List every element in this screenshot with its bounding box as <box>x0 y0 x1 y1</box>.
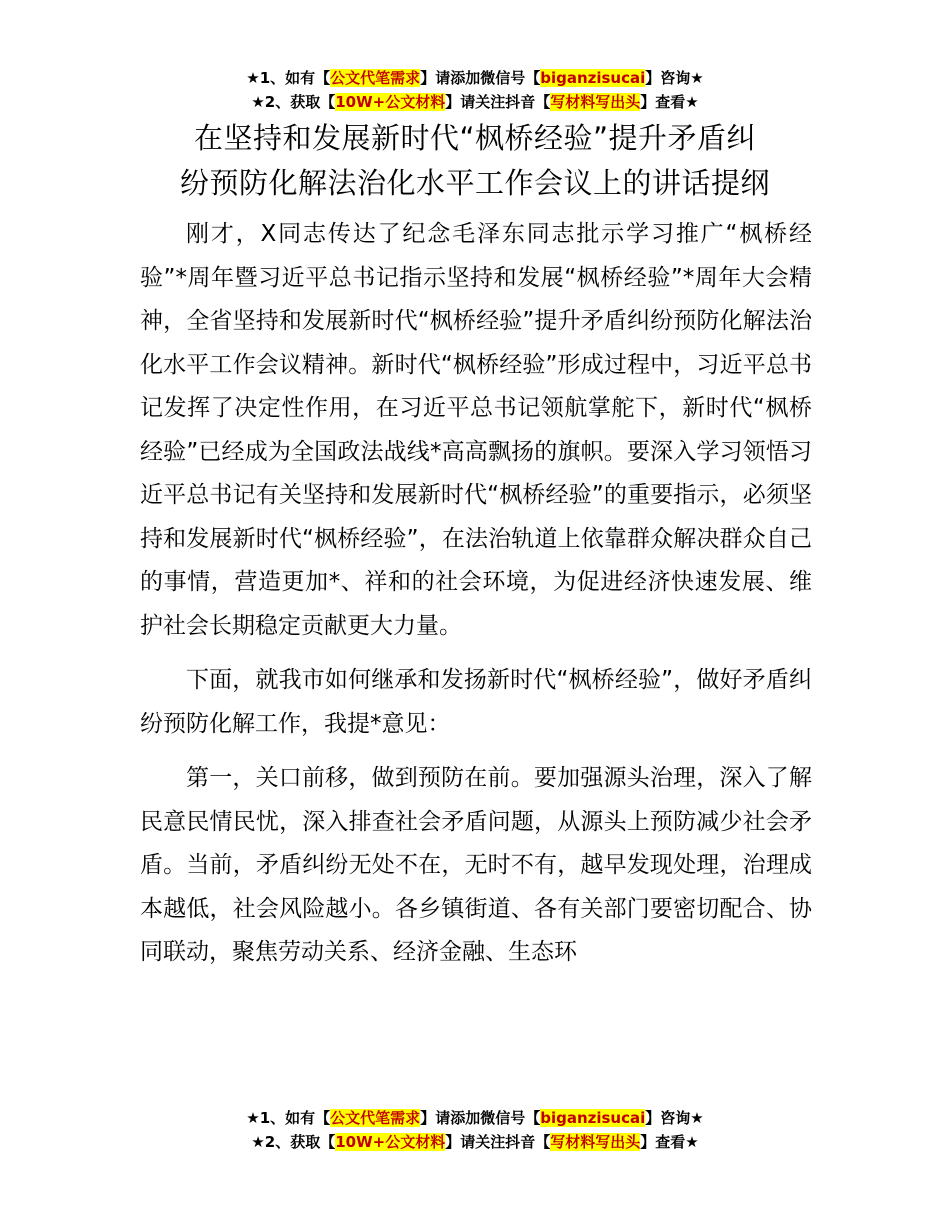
promo-text: 】请添加微信号【 <box>420 69 541 87</box>
promo-line-2 <box>0 90 950 114</box>
title-line-2: 纷预防化解法治化水平工作会议上的讲话提纲 <box>179 166 770 200</box>
promo-text: 】请关注抖音【 <box>445 93 551 111</box>
promo-highlight: 10W+公文材料 <box>335 1133 446 1151</box>
promo-highlight: biganzisucai <box>540 1109 646 1127</box>
promo-line-2 <box>0 1130 950 1154</box>
document-title <box>0 116 950 206</box>
promo-text: ★1、如有【 <box>246 69 331 87</box>
footer-promo-banner <box>0 1106 950 1154</box>
promo-highlight: 公文代笔需求 <box>330 69 421 87</box>
promo-text: 】请关注抖音【 <box>445 1133 551 1151</box>
promo-line-1 <box>0 66 950 90</box>
paragraph-3: 第一，关口前移，做到预防在前。要加强源头治理，深入了解民意民情民忧，深入排查社会矛盾问题，从源头上预防减少社会矛盾。当前，矛盾纠纷无处不在，无时不有，越早发现处理，治理成本越低，社会风险越小。各乡镇街道、各有关部门要密切配合、协同联动，聚焦劳动关系、经济金融、生态环 <box>140 765 812 965</box>
header-promo-banner <box>0 66 950 114</box>
promo-text: 】查看★ <box>640 1133 699 1151</box>
promo-highlight: 10W+公文材料 <box>335 93 446 111</box>
promo-line-1 <box>0 1106 950 1130</box>
promo-text: 】咨询★ <box>645 1109 704 1127</box>
promo-highlight: biganzisucai <box>540 69 646 87</box>
document-body <box>140 213 812 975</box>
promo-text: 】咨询★ <box>645 69 704 87</box>
promo-text: ★2、获取【 <box>251 93 336 111</box>
promo-text: 】请添加微信号【 <box>420 1109 541 1127</box>
promo-text: ★2、获取【 <box>251 1133 336 1151</box>
paragraph-2: 下面，就我市如何继承和发扬新时代“枫桥经验”，做好矛盾纠纷预防化解工作，我提*意见： <box>140 667 812 737</box>
promo-highlight: 写材料写出头 <box>550 1133 641 1151</box>
promo-text: 】查看★ <box>640 93 699 111</box>
paragraph-1: 刚才，X同志传达了纪念毛泽东同志批示学习推广“枫桥经验”*周年暨习近平总书记指示坚持和发展“枫桥经验”*周年大会精神，全省坚持和发展新时代“枫桥经验”提升矛盾纠纷预防化解法治化水平工作会议精神。新时代“枫桥经验”形成过程中，习近平总书记发挥了决定性作用，在习近平总书记领航掌舵下，新时代“枫桥经验”已经成为全国政法战线*高高飘扬的旗帜。要深入学习领悟习近平总书记有关坚持和发展新时代“枫桥经验”的重要指示，必须坚持和发展新时代“枫桥经验”，在法治轨道上依靠群众解决群众自己的事情，营造更加*、祥和的社会环境，为促进经济快速发展、维护社会长期稳定贡献更大力量。 <box>140 221 812 639</box>
promo-highlight: 写材料写出头 <box>550 93 641 111</box>
promo-highlight: 公文代笔需求 <box>330 1109 421 1127</box>
promo-text: ★1、如有【 <box>246 1109 331 1127</box>
title-line-1: 在坚持和发展新时代“枫桥经验”提升矛盾纠 <box>193 121 757 155</box>
